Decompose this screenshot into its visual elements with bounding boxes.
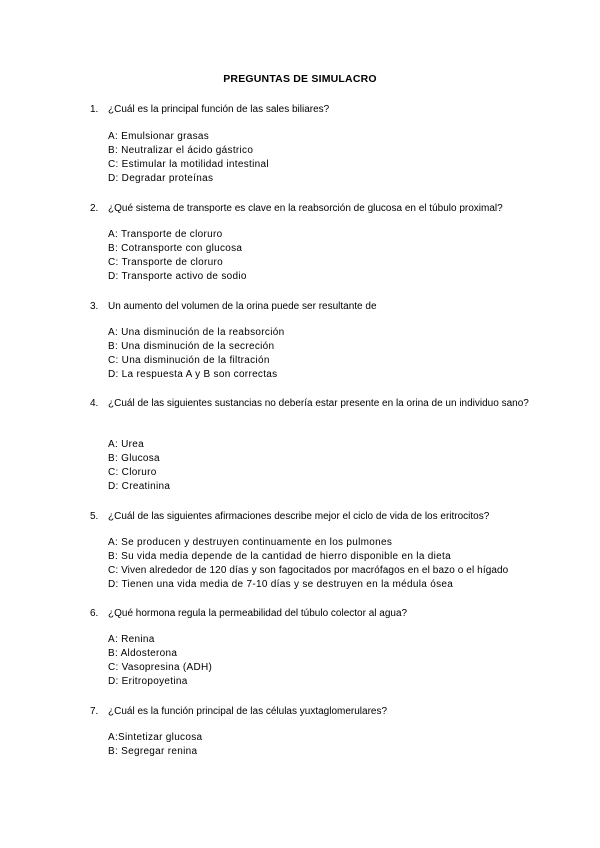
question-number: 3. [90, 301, 99, 312]
option-c: C: Estimular la motilidad intestinal [108, 159, 269, 170]
question-4 [90, 396, 530, 411]
page-title: PREGUNTAS DE SIMULACRO [223, 73, 377, 85]
option-d: D: La respuesta A y B son correctas [108, 369, 278, 380]
question-text: ¿Cuál de las siguientes afirmaciones describe mejor el ciclo de vida de los eritrocitos? [108, 511, 490, 522]
question-text: ¿Cuál es la función principal de las células yuxtaglomerulares? [108, 706, 388, 717]
option-c: C: Viven alrededor de 120 días y son fagocitados por macrófagos en el bazo o el hígado [108, 565, 509, 576]
option-c: C: Cloruro [108, 467, 157, 478]
option-a: A: Se producen y destruyen continuamente en los pulmones [108, 537, 393, 548]
option-d: D: Transporte activo de sodio [108, 271, 247, 282]
question-text: Un aumento del volumen de la orina puede ser resultante de [108, 301, 377, 312]
option-b: B: Cotransporte con glucosa [108, 243, 243, 254]
question-7 [90, 704, 540, 719]
option-c: C: Una disminución de la filtración [108, 355, 270, 366]
question-1 [90, 102, 540, 117]
question-number: 1. [90, 104, 99, 115]
question-number: 6. [90, 608, 99, 619]
option-b: B: Aldosterona [108, 648, 178, 659]
question-text: ¿Cuál es la principal función de las sales biliares? [108, 104, 330, 115]
question-3 [90, 299, 540, 314]
question-5 [90, 509, 540, 524]
question-number: 5. [90, 511, 99, 522]
option-d: D: Tienen una vida media de 7-10 días y se destruyen en la médula ósea [108, 579, 454, 590]
option-b: B: Su vida media depende de la cantidad de hierro disponible en la dieta [108, 551, 451, 562]
option-d: D: Degradar proteínas [108, 173, 214, 184]
option-a: A: Emulsionar grasas [108, 131, 210, 142]
option-a: A: Urea [108, 439, 145, 450]
option-b: B: Segregar renina [108, 746, 198, 757]
question-number: 2. [90, 203, 99, 214]
option-b: B: Neutralizar el ácido gástrico [108, 145, 254, 156]
question-number: 4. [90, 398, 99, 409]
option-b: B: Una disminución de la secreción [108, 341, 275, 352]
option-a: A: Renina [108, 634, 155, 645]
option-a: A: Transporte de cloruro [108, 229, 223, 240]
option-c: C: Vasopresina (ADH) [108, 662, 213, 673]
option-d: D: Creatinina [108, 481, 171, 492]
option-a: A:Sintetizar glucosa [108, 732, 203, 743]
option-a: A: Una disminución de la reabsorción [108, 327, 285, 338]
question-6 [90, 606, 540, 621]
question-2 [90, 201, 550, 216]
question-text: ¿Cuál de las siguientes sustancias no debería estar presente en la orina de un individuo sano? [108, 398, 529, 409]
question-number: 7. [90, 706, 99, 717]
option-c: C: Transporte de cloruro [108, 257, 224, 268]
question-text: ¿Qué sistema de transporte es clave en la reabsorción de glucosa en el túbulo proximal? [108, 203, 503, 214]
question-text: ¿Qué hormona regula la permeabilidad del túbulo colector al agua? [108, 608, 408, 619]
option-b: B: Glucosa [108, 453, 160, 464]
option-d: D: Eritropoyetina [108, 676, 188, 687]
